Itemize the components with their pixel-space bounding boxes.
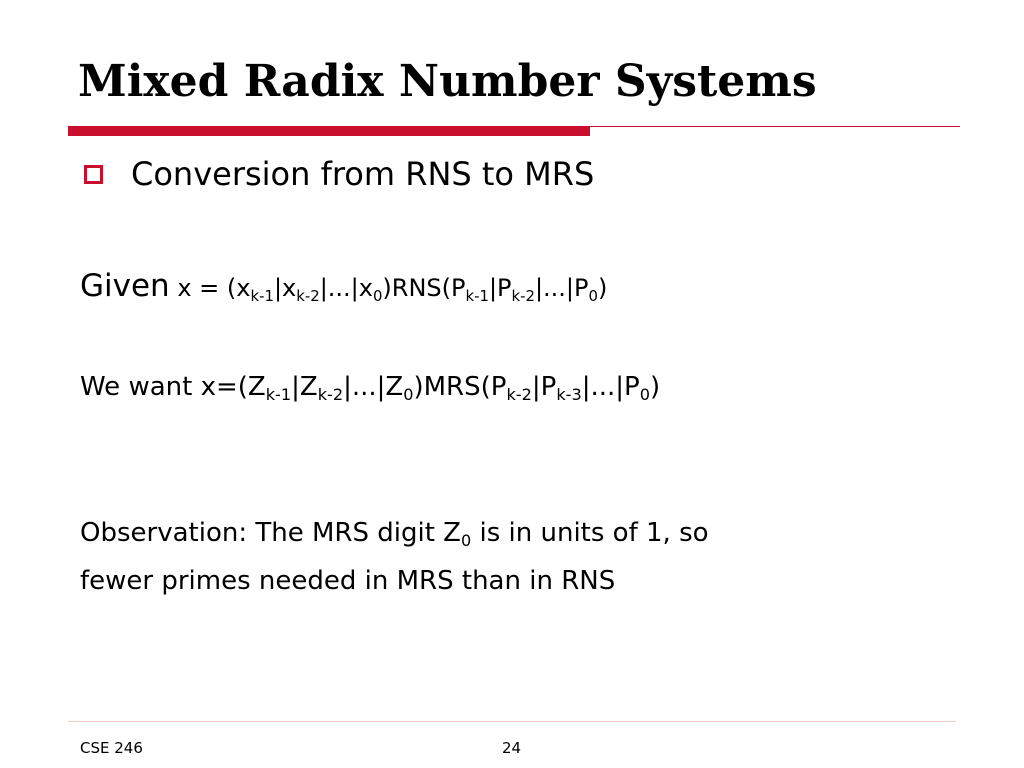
slide-number: 24 (502, 739, 522, 757)
slide-title: Mixed Radix Number Systems (78, 56, 817, 107)
footer-course-label: CSE 246 (80, 739, 143, 757)
want-expr-part-4: |P (531, 372, 557, 402)
given-line (80, 268, 607, 304)
given-expr-part-1: |x (273, 274, 297, 302)
given-sub-6: 0 (588, 286, 598, 305)
want-line (80, 372, 661, 405)
want-sub-2: k-2 (317, 385, 344, 405)
observation-text-end: is in units of 1, so (471, 518, 709, 548)
want-sub-6: 0 (639, 385, 650, 405)
given-expr-part-6: ) (597, 274, 608, 302)
bullet-text: Conversion from RNS to MRS (131, 155, 595, 193)
observation-text-start: Observation: The MRS digit Z (80, 518, 461, 548)
bullet-item (84, 152, 594, 196)
want-sub-4: k-2 (506, 385, 532, 405)
given-expr-part-5: |...|P (534, 274, 589, 302)
footer-divider-line (68, 721, 956, 722)
want-sub-1: k-1 (265, 385, 292, 405)
given-expr-part-2: |...|x (319, 274, 373, 302)
hollow-square-bullet-icon (84, 165, 103, 184)
want-expr-part-1: |Z (291, 372, 318, 402)
given-expr-part-4: |P (488, 274, 512, 302)
given-sub-2: k-2 (296, 286, 320, 305)
want-expr-part-6: ) (649, 372, 661, 402)
observation-sub: 0 (460, 531, 472, 551)
given-expr-start: x = (x (177, 274, 251, 302)
given-expr-part-3: )RNS(P (382, 274, 466, 302)
observation-line-1 (80, 518, 709, 551)
want-expr-part-2: |...|Z (343, 372, 404, 402)
want-sub-5: k-3 (556, 385, 582, 405)
given-sub-5: k-2 (511, 286, 535, 305)
title-divider-line (590, 126, 960, 127)
given-label: Given (80, 268, 170, 304)
want-expr-part-5: |...|P (581, 372, 640, 402)
want-expr-start: We want x=(Z (80, 372, 266, 402)
title-accent-bar (68, 126, 590, 136)
given-sub-4: k-1 (465, 286, 489, 305)
given-sub-3: 0 (372, 286, 383, 305)
want-expr-part-3: )MRS(P (413, 372, 507, 402)
want-sub-3: 0 (403, 385, 414, 405)
observation-line-2: fewer primes needed in MRS than in RNS (80, 566, 616, 596)
given-sub-1: k-1 (250, 286, 274, 305)
